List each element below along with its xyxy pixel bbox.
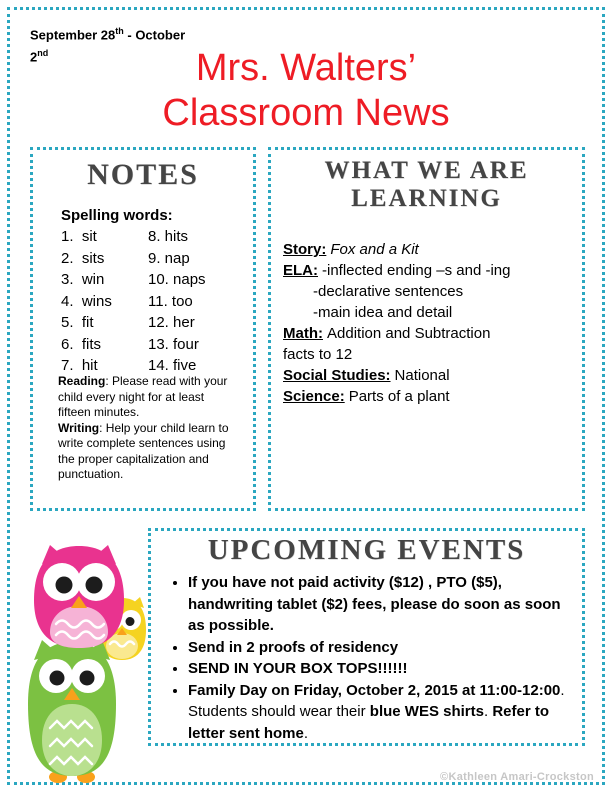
- social-studies-label: Social Studies:: [283, 367, 391, 384]
- spelling-word: 13. four: [148, 335, 199, 353]
- event-box-tops-text: SEND IN YOUR BOX TOPS!!!!!!: [188, 660, 408, 677]
- writing-text: : Help your child learn to write complete sentences using the proper capitalization and punctuation.: [58, 420, 229, 481]
- events-header: UPCOMING EVENTS: [207, 534, 526, 566]
- date-text-3: 2: [30, 49, 38, 65]
- event-family-day-text-2: .: [483, 703, 493, 720]
- copyright-credit: ©Kathleen Amari-Crockston: [440, 771, 594, 783]
- event-family-day-bold-3: Refer to letter sent home: [188, 703, 549, 742]
- owl-clipart: [12, 538, 167, 788]
- learning-header: [271, 157, 582, 213]
- date-range: [30, 22, 185, 67]
- story-title: Fox and a Kit: [330, 241, 419, 258]
- date-line-1: [30, 22, 185, 44]
- ela-text: -inflected ending –s and -ing: [322, 262, 511, 279]
- event-residency-text: Send in 2 proofs of residency: [188, 638, 399, 656]
- spelling-words-list: [61, 226, 253, 377]
- spelling-words-title: Spelling words:: [61, 207, 173, 224]
- social-studies-text: National: [394, 367, 450, 384]
- date-line-2: [30, 44, 185, 66]
- spelling-column-2: [148, 226, 248, 377]
- learning-math-line-2: facts to 12: [283, 346, 353, 363]
- ela-sub-item-2: -main idea and detail: [313, 304, 453, 321]
- green-owl-illustration: [14, 634, 130, 784]
- event-family-day-text-1: . Students should wear their: [188, 681, 565, 720]
- spelling-word: 7. hit: [61, 357, 98, 374]
- spelling-word: 3. win: [61, 271, 105, 288]
- events-list: [151, 572, 574, 744]
- spelling-word: 6. fits: [61, 335, 102, 353]
- math-label: Math:: [283, 325, 323, 342]
- event-item-family-day: [188, 680, 574, 745]
- event-item-box-tops: [188, 658, 574, 680]
- date-text-1: September 28: [30, 27, 116, 43]
- spelling-word: 4. wins: [61, 292, 112, 310]
- science-label: Science:: [283, 388, 345, 405]
- title-line-1: Mrs. Walters’: [195, 47, 417, 89]
- learning-ela-line: [283, 260, 579, 281]
- learning-content: [283, 239, 579, 407]
- event-item-fees: [188, 572, 574, 637]
- spelling-word: 9. nap: [148, 249, 190, 267]
- math-text: Addition and Subtraction: [327, 325, 491, 342]
- notes-section: [30, 147, 256, 511]
- learning-math-line: [283, 323, 579, 344]
- ela-label: ELA:: [283, 262, 318, 279]
- event-family-day-bold-2: blue WES shirts: [369, 703, 484, 720]
- reading-writing-note: [58, 374, 240, 483]
- notes-header: NOTES: [87, 158, 199, 191]
- spelling-column-1: [61, 226, 148, 377]
- ela-sub-item-1: -declarative sentences: [313, 283, 464, 300]
- title-line-2: Classroom News: [162, 92, 450, 134]
- date-superscript-th: th: [115, 26, 124, 36]
- pink-owl-illustration: [18, 540, 140, 652]
- spelling-word: 14. five: [148, 357, 197, 374]
- writing-label: Writing: [58, 420, 100, 435]
- learning-science-line: [283, 386, 579, 407]
- event-family-day-bold-1: Family Day on Friday, October 2, 2015 at 11:00-12:00: [188, 681, 561, 699]
- spelling-word: 11. too: [148, 292, 193, 310]
- event-fees-text: If you have not paid activity ($12) , PTO ($5), handwriting tablet ($2) fees, please do soon as soon as possible.: [188, 574, 561, 634]
- learning-story-line: [283, 239, 579, 260]
- date-text-2: - October: [123, 27, 186, 43]
- learning-header-line-1: WHAT WE ARE: [324, 157, 529, 184]
- spelling-word: 5. fit: [61, 314, 94, 331]
- spelling-word: 2. sits: [61, 249, 105, 267]
- date-superscript-nd: nd: [37, 48, 49, 59]
- events-section: [148, 528, 585, 746]
- spelling-word: 1. sit: [61, 228, 97, 245]
- reading-label: Reading: [58, 374, 106, 388]
- event-family-day-text-3: .: [303, 724, 309, 742]
- reading-text: : Please read with your child every night for at least fifteen minutes.: [58, 374, 228, 419]
- event-item-residency: [188, 637, 574, 659]
- learning-social-studies-line: [283, 365, 579, 386]
- spelling-word: 12. her: [148, 314, 195, 331]
- spelling-word: 10. naps: [148, 271, 206, 288]
- learning-header-line-2: LEARNING: [351, 185, 502, 212]
- spelling-word: 8. hits: [148, 228, 189, 245]
- science-text: Parts of a plant: [348, 388, 450, 405]
- story-label: Story:: [283, 241, 327, 258]
- learning-section: [268, 147, 585, 511]
